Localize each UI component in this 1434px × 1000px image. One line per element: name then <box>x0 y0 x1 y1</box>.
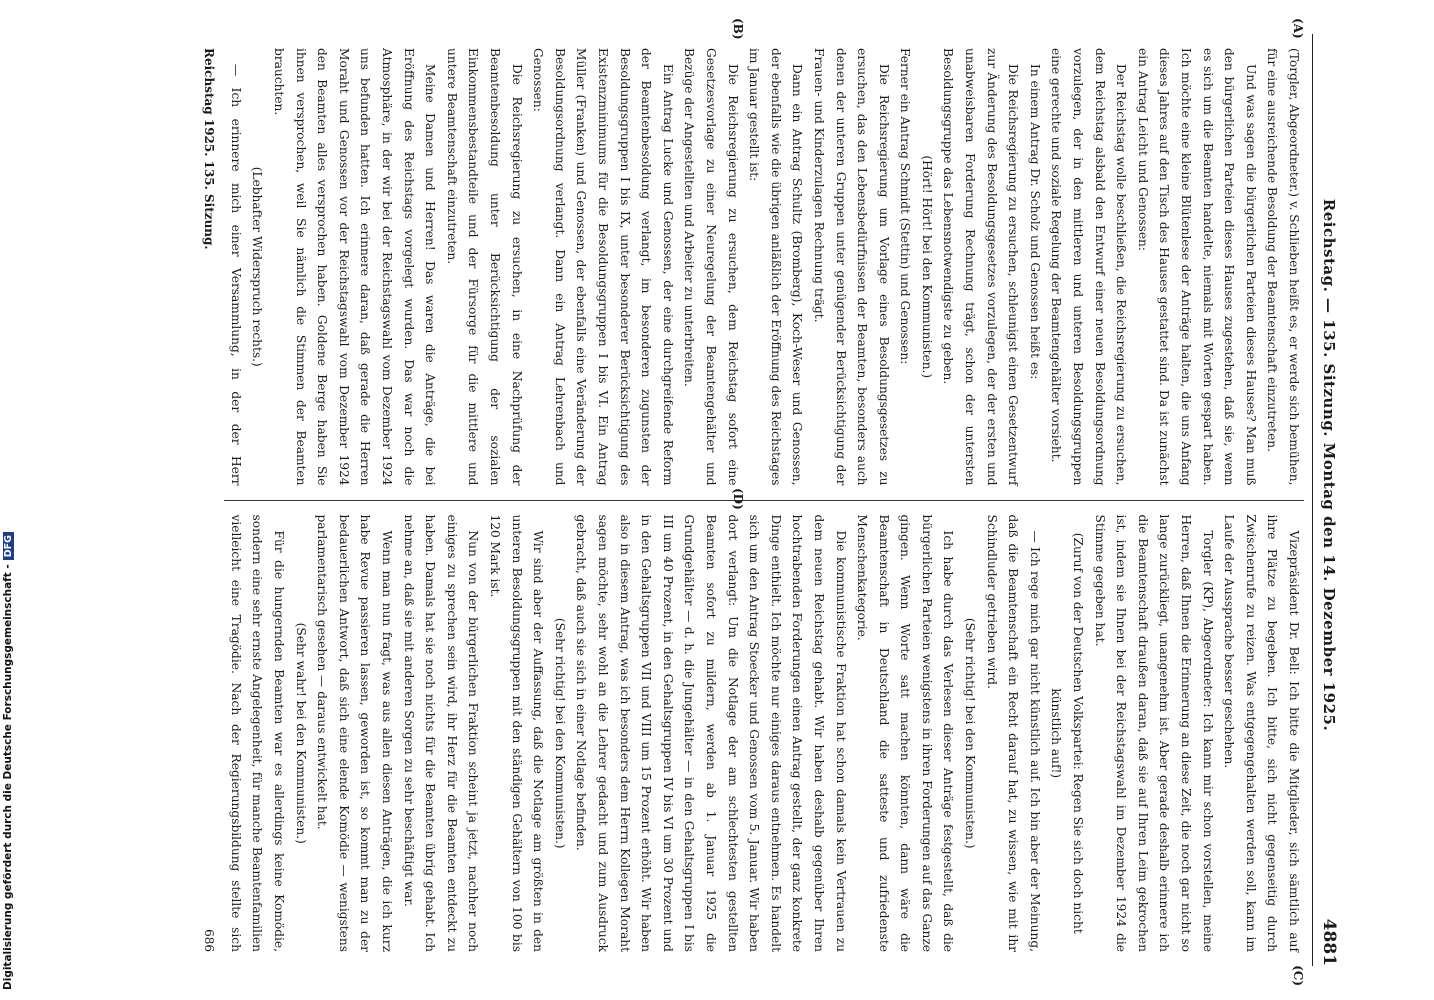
interjection: (Sehr richtig! bei den Kommunisten.) <box>552 617 567 849</box>
left-column <box>224 34 1304 500</box>
paragraph: Der Reichstag wolle beschließen, die Reichsregierung zu ersuchen, dem Reichstag alsbald den Entwurf einer neuen Besoldungsordnung vorzulegen, der in den mittleren und unteren Besoldungsgruppen eine gerechte und soziale Regelung der Beamtengehälter vorsieht. <box>1049 48 1129 486</box>
interjection: (Lebhafter Widerspruch rechts.) <box>250 166 265 367</box>
funding-text: Digitalisierung gefördert durch die Deutsche Forschungsgemeinschaft - <box>2 564 14 990</box>
paragraph: Wir sind aber der Auffassung, daß die Notlage am größten in den unteren Besoldungsgruppen mit den ständigen Gehältern von 100 bis 120 Mark ist. <box>488 514 546 952</box>
paragraph: Ich habe durch das Verlesen dieser Anträge festgestellt, daß die bürgerlichen Parteien wenigstens in ihren Forderungen auf das Ganze gingen. Wenn Worte satt machen könnten, dann wäre die Beamtenschaft in Deutschland die satteste und zufriedenste Menschenkategorie. <box>855 514 956 952</box>
page-footer <box>202 34 224 966</box>
interjection: (Sehr richtig! bei den Kommunisten.) <box>963 617 978 849</box>
session-footer: Reichstag 1925. 135. Sitzung. <box>202 48 216 250</box>
paragraph: Die kommunistische Fraktion hat schon damals kein Vertrauen zu dem neuen Reichstag gehabt. Wir haben deshalb gegenüber Ihren hochtrabenden Forderungen einen Antrag gestellt, der ganz konkrete Dinge enthielt. Ich möchte nur einiges daraus entnehmen. Es handelt sich um den Antrag Stoecker und Genossen vom 5. Januar. Wir haben dort verlangt: Um die Notlage der am schlechtesten gestellten Beamten sofort zu mildern, werden ab 1. Januar 1925 die Grundgehälter — d. h. die Jungehälter — in den Gehaltsgruppen I bis III um 40 Prozent, in den Gehaltsgruppen IV bis VI um 30 Prozent und in den Gehaltsgruppen VII und VIII um 15 Prozent erhöht. Wir haben also in diesem Antrag, was ich besonders dem Herrn Kollegen Moraht sagen möchte, sehr wohl an die Lehrer gedacht und zum Ausdruck gebracht, daß auch sie sich in einer Notlage befinden. <box>574 514 848 952</box>
paragraph: Wenn man nun fragt, was aus allen diesen Anträgen, die ich kurz habe Revue passieren lassen, geworden ist, so kommt man zu der bedauerlichen Antwort, daß sich eine elende Komödie — wenigstens parlamentarisch gesehen — daraus entwickelt hat. <box>315 514 395 952</box>
paragraph: (Torgler, Abgeordneter.) v. Schlieben heißt es, er werde sich bemühen, für eine ausreichende Besoldung der Beamtenschaft einzutreten. <box>1265 48 1301 486</box>
document-page <box>115 18 1345 986</box>
paragraph: Torgler (KP), Abgeordneter: Ich kann mir schon vorstellen, meine Herren, daß Ihnen die Erinnerung an diese Zeit, die noch gar nicht so lange zurückliegt, unangenehm ist. Aber gerade deshalb erinnere ich die Beamtenschaft draußen daran, daß sie auf Ihren Leim gekrochen ist, indem sie Ihnen bei der Reichstagswahl im Dezember 1924 die Stimme gegeben hat. <box>1092 514 1215 952</box>
page-title: Reichstag. — 135. Sitzung. Montag den 14. Dezember 1925. <box>1320 198 1338 732</box>
paragraph: Die Reichsregierung zu ersuchen, dem Reichstag sofort eine Gesetzesvorlage zu einer Neuregelung der Beamtengehälter und Bezüge der Angestellten und Arbeiter zu unterbreiten. <box>682 48 740 486</box>
text-columns <box>224 34 1304 966</box>
right-column <box>224 501 1304 967</box>
funding-note <box>2 532 14 990</box>
paragraph: Vizepräsident Dr. Bell: Ich bitte die Mitglieder, sich sämtlich auf ihre Plätze zu begeben. Ich bitte, sich nicht gegenseitig durch Zwischenrufe zu reizen. Was entgegengehalten werden soll, kann im Laufe der Aussprache besser geschehen. <box>1222 514 1301 952</box>
interjection: (Hört! Hört! bei den Kommunisten.) <box>919 155 934 379</box>
margin-marker-b: (B) <box>731 18 745 40</box>
paragraph: Nun von der bürgerlichen Fraktion scheint ja jetzt, nachher noch einiges zu sprechen sein wird, ihr Herz für die Beamten entdeckt zu haben. Damals hat sie noch nichts für die Beamten übrig gehabt. Ich nehme an, daß sie mit anderen Sorgen zu sehr beschäftigt war. <box>401 514 481 952</box>
paragraph: Für die hungernden Beamten war es allerdings keine Komödie, sondern eine sehr ernste Angelegenheit, für manche Beamtenfamilien vielleicht eine Tragödie. Nach der Regierungsbildung stellte sich <box>228 514 287 952</box>
folio-number: 686 <box>202 929 216 952</box>
paragraph: Meine Damen und Herren! Das waren die Anträge, die bei Eröffnung des Reichstags vorgelegt wurden. Das war noch die Atmosphäre, in der wir bei der Reichstagswahl vom Dezember 1924 uns befunden hatten. Ich erinnere daran, daß gerade die Herren Moraht und Genossen vor der Reichstagswahl vom Dezember 1924 den Beamten alles versprochen haben. Goldene Berge haben Sie ihnen versprochen, weil Sie nämlich die Stimmen der Beamten brauchten. <box>272 48 438 486</box>
margin-marker-c: (C) <box>1291 965 1305 986</box>
paragraph: Die Reichsregierung zu ersuchen, schleunigst einen Gesetzentwurf zur Änderung des Besoldungsgesetzes vorzulegen, der der ersten und unabweisbaren Forderung Rechnung trägt, schon der untersten Besoldungsgruppe das Lebensnotwendigste zu geben. <box>941 48 1021 486</box>
paragraph: — Ich rege mich gar nicht künstlich auf. Ich bin aber der Meinung, daß die Beamtenschaft ein Recht darauf hat, zu wissen, wie mit ihr Schindluder getrieben wird. <box>984 514 1042 952</box>
paragraph: Die Reichsregierung um Vorlage eines Besoldungsgesetzes zu ersuchen, das den Lebensbedürfnissen der Beamten, besonders auch denen der unteren Gruppen unter genügender Berücksichtigung der Frauen- und Kinderzulagen Rechnung trägt. <box>811 48 891 486</box>
margin-marker-a: (A) <box>1291 18 1305 39</box>
interjection: (Zuruf von der Deutschen Volkspartei: Regen Sie sich doch nicht künstlich auf!) <box>1049 532 1086 934</box>
paragraph: Ferner ein Antrag Schmidt (Stettin) und Genossen: <box>898 48 913 365</box>
paragraph: Dann ein Antrag Schultz (Bromberg), Koch-Weser und Genossen, der ebenfalls wie die übrigen anläßlich der Eröffnung des Reichstages im Januar gestellt ist: <box>747 48 805 486</box>
paragraph: In einem Antrag Dr. Scholz und Genossen heißt es: <box>1027 64 1042 380</box>
paragraph: Ein Antrag Lucke und Genossen, der eine durchgreifende Reform der Beamtenbesoldung verlangt, im besonderen zugunsten der Besoldungsgruppen I bis IX, unter besonderer Berücksichtigung des Existenzminimums für die Besoldungsgruppen I bis VI. Ein Antrag Müller (Franken) und Genossen, der ebenfalls eine Veränderung der Besoldungsordnung verlangt. Dann ein Antrag Lehrenbach und Genossen: <box>531 48 675 486</box>
paragraph: — Ich erinnere mich einer Versammlung, in der der Herr <box>228 64 243 486</box>
paragraph: Und was sagen die bürgerlichen Parteien dieses Hauses? Man muß den bürgerlichen Parteien dieses Hauses zugestehen, daß sie, wenn es sich um die Beamten handelte, niemals mit Worten gespart haben. Ich möchte eine kleine Blütenlese der Anträge halten, die uns Anfang dieses Jahres auf den Tisch des Hauses gestattet sind. Da ist zunächst ein Antrag Leicht und Genossen: <box>1135 48 1258 486</box>
page-header <box>1312 34 1339 966</box>
margin-marker-d: (D) <box>731 488 745 510</box>
page-number: 4881 <box>1319 918 1339 966</box>
dfg-logo: DFG <box>3 532 14 560</box>
paragraph: Die Reichsregierung zu ersuchen, in eine Nachprüfung der Beamtenbesoldung unter Berücksichtigung der sozialen Einkommensbestandteile und der Fürsorge für die mittlere und untere Beamtenschaft einzutreten. <box>444 48 524 486</box>
interjection: (Sehr wahr! bei den Kommunisten.) <box>293 622 308 844</box>
